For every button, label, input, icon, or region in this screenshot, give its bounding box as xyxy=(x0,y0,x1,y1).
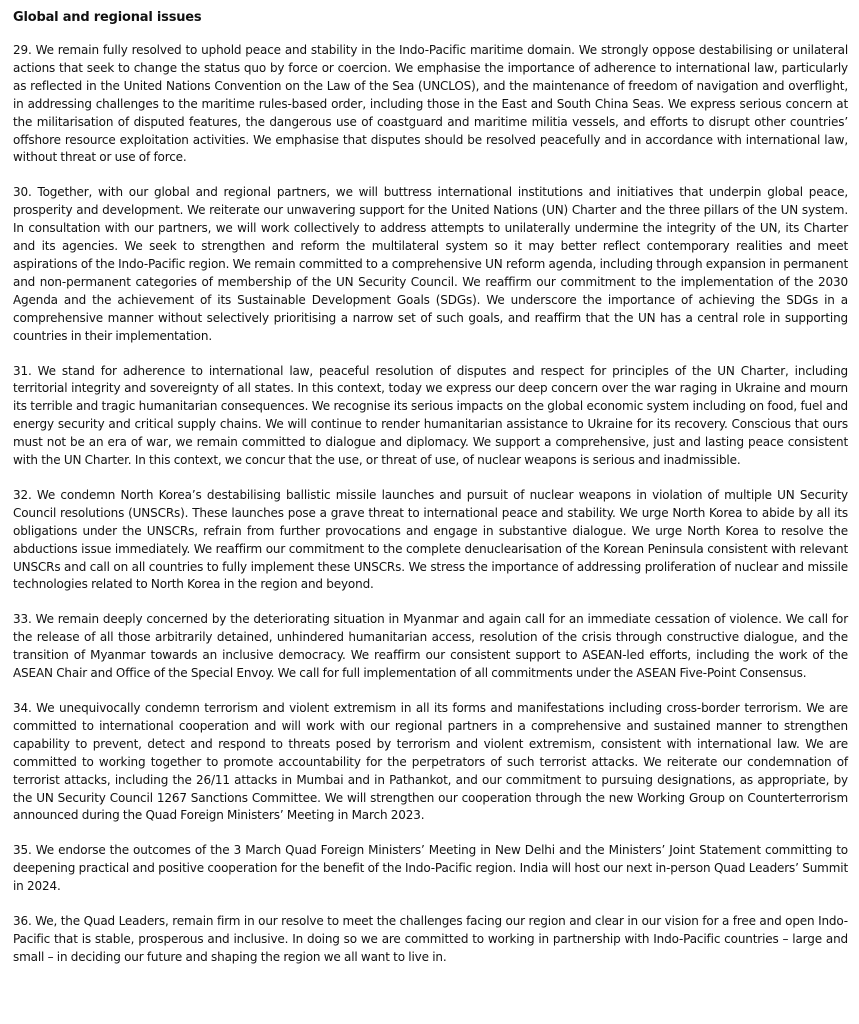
paragraph-36: 36. We, the Quad Leaders, remain firm in our resolve to meet the challenges facing our region and clear in our vision for a free and open Indo-Pacific that is stable, prosperous and inclusive. In doing so we are committed to working in partnership with Indo-Pacific countries – large and small – in deciding our future and shaping the region we all want to live in. xyxy=(13,914,848,964)
paragraph-32: 32. We condemn North Korea’s destabilising ballistic missile launches and pursuit of nuclear weapons in violation of multiple UN Security Council resolutions (UNSCRs). These launches pose a grave threat to international peace and stability. We urge North Korea to abide by all its obligations under the UNSCRs, refrain from further provocations and engage in substantive dialogue. We urge North Korea to resolve the abductions issue immediately. We reaffirm our commitment to the complete denuclearisation of the Korean Peninsula consistent with relevant UNSCRs and call on all countries to fully implement these UNSCRs. We stress the importance of addressing proliferation of nuclear and missile technologies related to North Korea in the region and beyond. xyxy=(13,487,848,592)
section-heading: Global and regional issues xyxy=(13,10,202,25)
paragraph-33: 33. We remain deeply concerned by the deteriorating situation in Myanmar and again call for an immediate cessation of violence. We call for the release of all those arbitrarily detained, unhindered humanitarian access, resolution of the crisis through constructive dialogue, and the transition of Myanmar towards an inclusive democracy. We reaffirm our consistent support to ASEAN-led efforts, including the work of the ASEAN Chair and Office of the Special Envoy. We call for full implementation of all commitments under the ASEAN Five-Point Consensus. xyxy=(13,612,848,681)
paragraph-29: 29. We remain fully resolved to uphold peace and stability in the Indo-Pacific maritime domain. We strongly oppose destabilising or unilateral actions that seek to change the status quo by force or coercion. We emphasise the importance of adherence to international law, particularly as reflected in the United Nations Convention on the Law of the Sea (UNCLOS), and the maintenance of freedom of navigation and overflight, in addressing challenges to the maritime rules-based order, including those in the East and South China Seas. We express serious concern at the militarisation of disputed features, the dangerous use of coastguard and maritime militia vessels, and efforts to disrupt other countries’ offshore resource exploitation activities. We emphasise that disputes should be resolved peacefully and in accordance with international law, without threat or use of force. xyxy=(13,43,848,165)
paragraph-30: 30. Together, with our global and regional partners, we will buttress international institutions and initiatives that underpin global peace, prosperity and development. We reiterate our unwavering support for the United Nations (UN) Charter and the three pillars of the UN system. In consultation with our partners, we will work collectively to address attempts to unilaterally undermine the integrity of the UN, its Charter and its agencies. We seek to strengthen and reform the multilateral system so it may better reflect contemporary realities and meet aspirations of the Indo-Pacific region. We remain committed to a comprehensive UN reform agenda, including through expansion in permanent and non-permanent categories of membership of the UN Security Council. We reaffirm our commitment to the implementation of the 2030 Agenda and the achievement of its Sustainable Development Goals (SDGs). We underscore the importance of achieving the SDGs in a comprehensive manner without selectively prioritising a narrow set of such goals, and reaffirm that the UN has a central role in supporting countries in their implementation. xyxy=(13,185,848,343)
paragraph-35: 35. We endorse the outcomes of the 3 March Quad Foreign Ministers’ Meeting in New Delhi and the Ministers’ Joint Statement committing to deepening practical and positive cooperation for the benefit of the Indo-Pacific region. India will host our next in-person Quad Leaders’ Summit in 2024. xyxy=(13,843,848,894)
paragraph-34: 34. We unequivocally condemn terrorism and violent extremism in all its forms and manifestations including cross-border terrorism. We are committed to international cooperation and will work with our regional partners in a comprehensive and sustained manner to strengthen capability to prevent, detect and respond to threats posed by terrorism and violent extremism, consistent with international law. We are committed to working together to promote accountability for the perpetrators of such terrorist attacks. We reiterate our condemnation of terrorist attacks, including the 26/11 attacks in Mumbai and in Pathankot, and our commitment to pursuing designations, as appropriate, by the UN Security Council 1267 Sanctions Committee. We will strengthen our cooperation through the new Working Group on Counterterrorism announced during the Quad Foreign Ministers’ Meeting in March 2023. xyxy=(13,701,848,823)
paragraph-31: 31. We stand for adherence to international law, peaceful resolution of disputes and respect for principles of the UN Charter, including territorial integrity and sovereignty of all states. In this context, today we express our deep concern over the war raging in Ukraine and mourn its terrible and tragic humanitarian consequences. We recognise its serious impacts on the global economic system including on food, fuel and energy security and critical supply chains. We will continue to render humanitarian assistance to Ukraine for its recovery. Conscious that ours must not be an era of war, we remain committed to dialogue and diplomacy. We support a comprehensive, just and lasting peace consistent with the UN Charter. In this context, we concur that the use, or threat of use, of nuclear weapons is serious and inadmissible. xyxy=(13,363,848,468)
